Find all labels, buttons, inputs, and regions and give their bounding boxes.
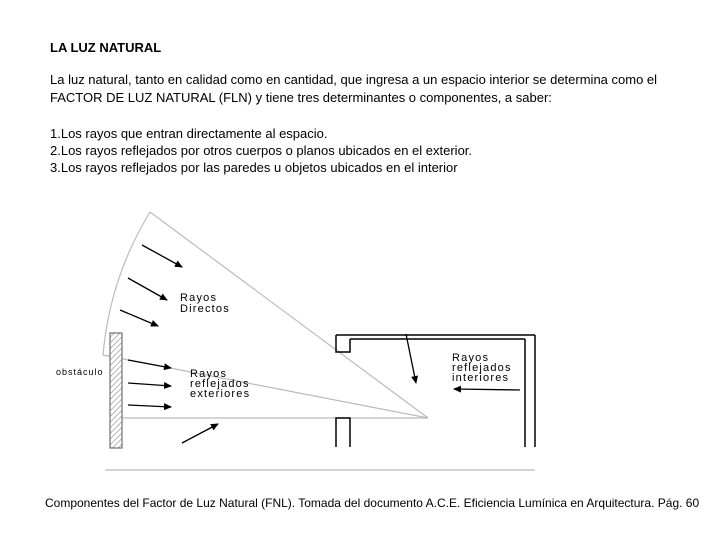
building-section [336, 335, 535, 447]
direct-light-sector [103, 212, 428, 418]
direct-arrow [120, 310, 158, 326]
exterior-rays-label: Rayos reflejados exteriores [190, 368, 251, 400]
interior-rays-label: Rayos reflejados interiores [452, 352, 512, 384]
list-item: 2.Los rayos reflejados por otros cuerpos o planos ubicados en el exterior. [50, 143, 473, 158]
direct-rays-label: Rayos Directos [180, 292, 230, 315]
direct-arrow [142, 245, 182, 267]
direct-arrow [128, 278, 167, 300]
page-title: LA LUZ NATURAL [50, 40, 162, 55]
intro-paragraph: La luz natural, tanto en calidad como en cantidad, que ingresa a un espacio interior se determina como el FACTOR DE LUZ NATURAL (FLN) y tiene tres determinantes o componentes, a saber: [50, 72, 658, 105]
obstacle-wall [110, 333, 122, 448]
figure-caption: Componentes del Factor de Luz Natural (FNL). Tomada del documento A.C.E. Eficiencia Lumínica en Arquitectura. Pág. 60 [45, 496, 700, 510]
exterior-arrow [128, 383, 171, 386]
exterior-arrow [128, 360, 171, 368]
exterior-arrow [128, 405, 171, 407]
list-item: 3.Los rayos reflejados por las paredes u objetos ubicados en el interior [50, 160, 458, 175]
interior-arrow [406, 334, 416, 383]
ground-reflection-arrow [182, 424, 218, 443]
direct-ray-arrows [120, 245, 182, 326]
list-item: 1.Los rayos que entran directamente al espacio. [50, 126, 328, 141]
interior-arrow [454, 389, 520, 390]
obstacle-label: obstáculo [56, 367, 104, 377]
